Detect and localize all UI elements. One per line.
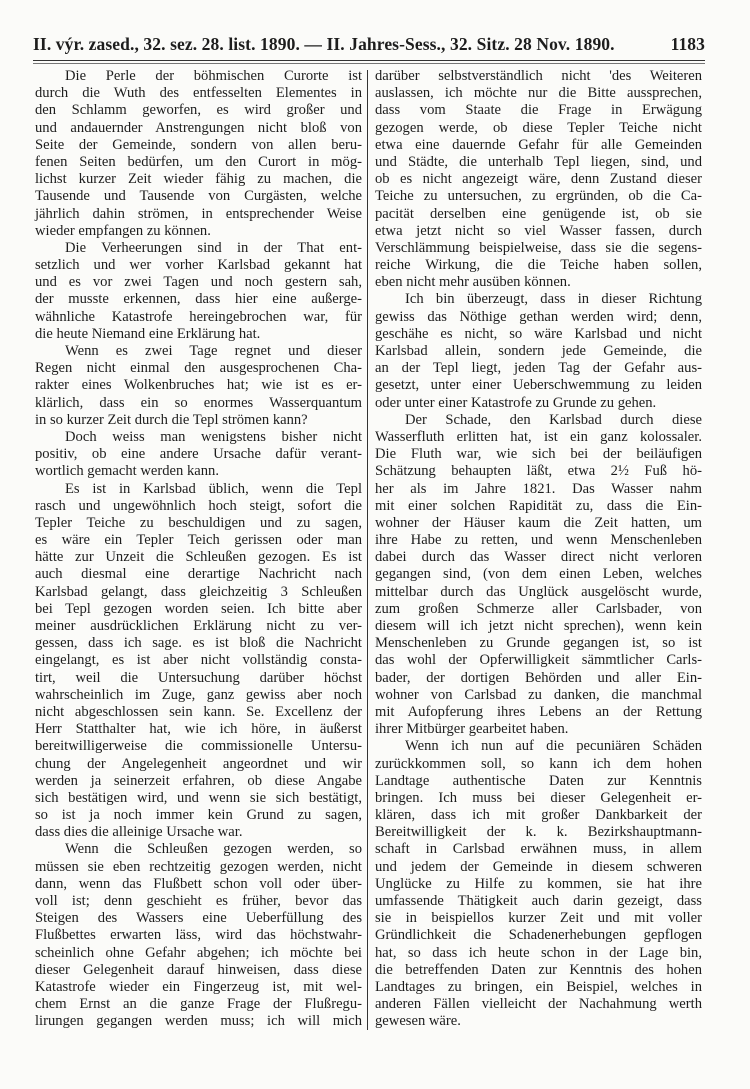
text-line: es wäre ein Tepler Teich gerissen oder man [35, 532, 362, 549]
text-line: anderen Fällen vielleicht der Nachahmung werth [375, 996, 702, 1013]
text-line: voll ist; denn geschieht es früher, bevor das [35, 893, 362, 909]
column-divider [367, 70, 368, 1030]
text-line: und jedem der Gemeinde in diesem schweren [375, 858, 702, 875]
text-line: Landtages zu bringen, ein Beispiel, welches in [375, 978, 702, 995]
text-line: positiv, ob eine andere Ursache dafür verant- [35, 446, 362, 463]
text-line: dann, wenn das Flußbett schon voll oder über- [35, 875, 362, 892]
text-line: geschähe es nicht, so wäre Karlsbad und nicht [375, 325, 702, 342]
text-line: Es ist in Karlsbad üblich, wenn die Tepl [65, 480, 362, 497]
text-line: hat, so dass ich heute schon in der Lage bin, [375, 944, 702, 961]
text-line: schaft in Carlsbad erwähnen muss, in allem [375, 841, 702, 858]
text-line: fenen Seiten bedürfen, um den Curort in mög- [35, 153, 362, 170]
text-line: in so kurzer Zeit durch die Tepl strömen kann? [35, 411, 308, 428]
header-title: II. výr. zased., 32. sez. 28. list. 1890. — II. Jahres-Sess., 32. Sitz. 28 Nov. 1890. [33, 34, 615, 54]
text-line: wortlich gemacht werden kann. [35, 463, 219, 480]
text-line: Karlsbad gelangt, dass gleichzeitig 3 Schleußen [35, 583, 362, 600]
text-line: pacität derselben eine genügende ist, ob sie [375, 205, 702, 222]
text-line: Teiche zu untersuchen, zu ergründen, ob die Ca- [375, 188, 702, 205]
text-line: eben nicht mehr ausüben können. [375, 274, 571, 291]
text-line: und Städte, die unterhalb Tepl liegen, sind, und [375, 153, 702, 170]
text-line: Die Fluth war, wie sich bei der beiläufigen [375, 446, 702, 463]
text-line: ihre Habe zu retten, und wenn Menschenleben [375, 532, 702, 549]
text-line: nicht abgeschlossen sein kann. Se. Excellenz der [35, 703, 362, 720]
text-line: mittelbar durch das Unglück ausgelöscht wurde, [375, 583, 702, 600]
paragraph [35, 240, 362, 343]
text-line: tirt, weil die Untersuchung darüber höchst [35, 669, 362, 686]
paragraph [375, 738, 702, 1030]
text-line: Wenn die Schleußen gezogen werden, so [65, 841, 362, 858]
text-line: Verschlämmung beispielweise, dass sie die segens- [375, 239, 702, 256]
page-number: 1183 [670, 34, 705, 54]
text-line: der musste erkennen, dass hier eine außerge- [35, 291, 362, 308]
text-line: etwa jetzt nicht so viel Wasser fassen, durch [375, 222, 702, 239]
text-line: dabei durch das Wasser direct nicht verloren [375, 549, 702, 566]
paragraph [375, 412, 702, 739]
text-line: umfassende Thätigkeit auch darin gezeigt, dass [375, 893, 702, 909]
header-rule-thin [33, 63, 705, 64]
text-line: bei Tepl gezogen worden seien. Ich bitte aber [35, 600, 362, 617]
text-line: ob es nicht angezeigt wäre, denn Zustand dieser [375, 171, 702, 188]
text-line: dass dies die alleinige Ursache war. [35, 824, 243, 841]
text-line: das wohl der Opferwilligkeit sämmtlicher Carls- [375, 652, 702, 669]
text-line: lichst kurzer Zeit wieder fähig zu machen, die [35, 171, 362, 188]
text-line: bereitwilligerweise die commissionelle Untersu- [35, 738, 362, 755]
text-line: chung der Angelegenheit angeordnet und wir [35, 755, 362, 772]
text-line: wohner von Carlsbad zu danken, die manchmal [375, 686, 702, 703]
text-line: hätte zur Unzeit die Schleußen gezogen. Es ist [35, 549, 362, 566]
text-line: gewesen wäre. [375, 1013, 461, 1030]
text-line: dass vom Staate die Frage in Erwägung [375, 102, 702, 119]
text-line: sie in beispiellos kurzer Zeit und mit voller [375, 910, 702, 927]
text-line: Wenn ich nun auf die pecuniären Schäden [405, 738, 702, 755]
text-line: sich bestätigen wird, und wenn sie sich bestätigt, [35, 789, 362, 806]
text-line: wähnliche Katastrofe hereingebrochen war, für [35, 308, 362, 325]
text-line: Steigen des Wassers eine Ueberfüllung des [35, 910, 362, 927]
text-line: durch die Wuth des entfesselten Elementes in [35, 85, 362, 102]
text-line: müssen sie eben rechtzeitig gezogen werden, nicht [35, 858, 362, 875]
text-line: Doch weiss man wenigstens bisher nicht [65, 428, 362, 445]
text-line: Menschenleben zu Grunde gegangen ist, so ist [375, 635, 702, 652]
header-rule [33, 60, 705, 61]
text-line: darüber selbstverständlich nicht 'des Weiteren [375, 68, 702, 84]
text-line: gessen, dass ich sage. es ist bloß die Nachricht [35, 635, 362, 652]
text-line: lirungen gegangen werden muss; ich will mich [35, 1013, 362, 1030]
text-line: etwa eine dauernde Gefahr für alle Gemeinden [375, 136, 702, 153]
text-line: her als im Jahre 1821. Das Wasser nahm [375, 480, 702, 497]
paragraph [375, 68, 702, 291]
text-line: gezogen werde, ob diese Tepler Teiche nicht [375, 119, 702, 136]
text-line: wahrscheinlich im Zuge, ganz gewiss aber noch [35, 686, 362, 703]
text-line: Regen nicht einmal den ausgesprochenen Cha- [35, 360, 362, 377]
text-line: Der Schade, den Karlsbad durch diese [405, 411, 702, 428]
text-line: an der Tepl liegt, jeden Tag der Gefahr aus- [375, 360, 702, 377]
text-line: auch diesmal eine derartige Nachricht nach [35, 566, 362, 583]
paragraph [35, 481, 362, 842]
text-line: Seite der Gemeinde, sondern von allen beru- [35, 136, 362, 153]
text-line: dieser Gelegenheit darauf hinweisen, dass diese [35, 961, 362, 978]
text-line: Schätzung behaupten läßt, etwa 2½ Fuß hö- [375, 463, 702, 480]
text-line: werden ja seinerzeit erfahren, ob diese Angabe [35, 772, 362, 789]
text-line: klärlich, dass ein so enormes Wasserquantum [35, 394, 362, 411]
text-line: bringen. Ich muss bei dieser Gelegenheit er- [375, 789, 702, 806]
text-line: Gründlichkeit die Schadenerhebungen gepflogen [375, 927, 702, 944]
right-column [375, 68, 702, 1031]
text-line: Landtage authentische Daten zur Kenntnis [375, 772, 702, 789]
paragraph [35, 68, 362, 240]
text-line: oder unter einer Katastrofe zu Grunde zu gehen. [375, 394, 657, 411]
text-line: setzlich und wer vorher Karlsbad gekannt hat [35, 257, 362, 274]
text-line: diesem will ich jetzt nicht sprechen), wenn kein [375, 618, 702, 634]
text-line: gegangen sind, (von dem einen Leben, welches [375, 566, 702, 583]
text-line: Die Perle der böhmischen Curorte ist [65, 68, 362, 84]
text-line: so ist ja noch immer kein Grund zu sagen, [35, 807, 362, 824]
text-line: chem Ernst an die ganze Frage der Flußregu- [35, 996, 362, 1013]
text-line: wieder empfangen zu können. [35, 222, 211, 239]
text-line: und andauernder Anstrengungen nicht bloß von [35, 119, 362, 136]
text-line: mit einer solchen Rapidität zu, dass die Ein- [375, 497, 702, 514]
text-line: klären, dass ich mit großer Dankbarkeit der [375, 807, 702, 824]
text-line: meiner ausdrücklichen Erklärung nicht zu ver- [35, 618, 362, 634]
text-line: den Schlamm geworfen, es wird großer und [35, 102, 362, 119]
text-line: auslassen, ich möchte nur die Bitte aussprechen, [375, 85, 702, 102]
text-line: Tepler Teiche zu beschuldigen und zu sagen, [35, 514, 362, 531]
text-line: rakter eines Wolkenbruches hat; wie ist es er- [35, 377, 362, 394]
text-line: und es vor zwei Tagen und noch gestern sah, [35, 274, 362, 291]
text-line: die betreffenden Daten zur Kenntnis des hohen [375, 961, 702, 978]
text-line: Flußbettes erwarten läss, wird das höchstwahr- [35, 927, 362, 944]
paragraph [35, 841, 362, 1030]
text-line: gewiss das Nöthige gethan werden wird; denn, [375, 308, 702, 325]
left-column [35, 68, 362, 1031]
running-header [33, 34, 705, 55]
text-line: gesetzt, unter einer Ueberschwemmung zu leiden [375, 377, 702, 394]
text-line: zurückkommen soll, so kann ich dem hohen [375, 755, 702, 772]
text-line: eingelangt, es ist aber nicht vollständig consta- [35, 652, 362, 669]
text-line: Ich bin überzeugt, dass in dieser Richtung [405, 291, 702, 308]
text-line: jährlich dahin strömen, in entsprechender Weise [35, 205, 362, 222]
text-line: bader, der dortigen Behörden und aller Ein- [375, 669, 702, 686]
text-line: Karlsbad allein, sondern jede Gemeinde, die [375, 343, 702, 359]
text-line: Herr Statthalter hat, wie ich höre, in äußerst [35, 721, 362, 738]
text-line: ihrer Mitbürger gearbeitet haben. [375, 721, 569, 738]
text-line: wohner der Häuser kaum die Zeit hatten, um [375, 514, 702, 531]
text-line: Katastrofe wieder ein Fingerzeug ist, mit wel- [35, 978, 362, 995]
text-line: Bereitwilligkeit der k. k. Bezirkshauptmann- [375, 824, 702, 841]
text-line: Die Verheerungen sind in der That ent- [65, 239, 362, 256]
text-line: die heute Niemand eine Erklärung hat. [35, 325, 261, 342]
paragraph [35, 429, 362, 481]
text-line: zum großen Schmerze aller Carlsbader, von [375, 600, 702, 617]
text-line: Wenn es zwei Tage regnet und dieser [65, 343, 362, 359]
text-line: mit Aufopferung ihres Lebens an der Rettung [375, 703, 702, 720]
text-line: scheinlich ohne Gefahr abgehen; ich möchte bei [35, 944, 362, 961]
text-line: Tausende und Tausende von Curgästen, welche [35, 188, 362, 205]
paragraph [375, 291, 702, 411]
text-line: Unglücke zu Hilfe zu kommen, sie hat ihre [375, 875, 702, 892]
text-line: rasch und ungewöhnlich hoch steigt, sofort die [35, 497, 362, 514]
paragraph [35, 343, 362, 429]
text-line: reiche Wirkung, die die Teiche haben sollen, [375, 257, 702, 274]
text-line: Wasserfluth erlitten hat, ist ein ganz kolossaler. [375, 428, 702, 445]
